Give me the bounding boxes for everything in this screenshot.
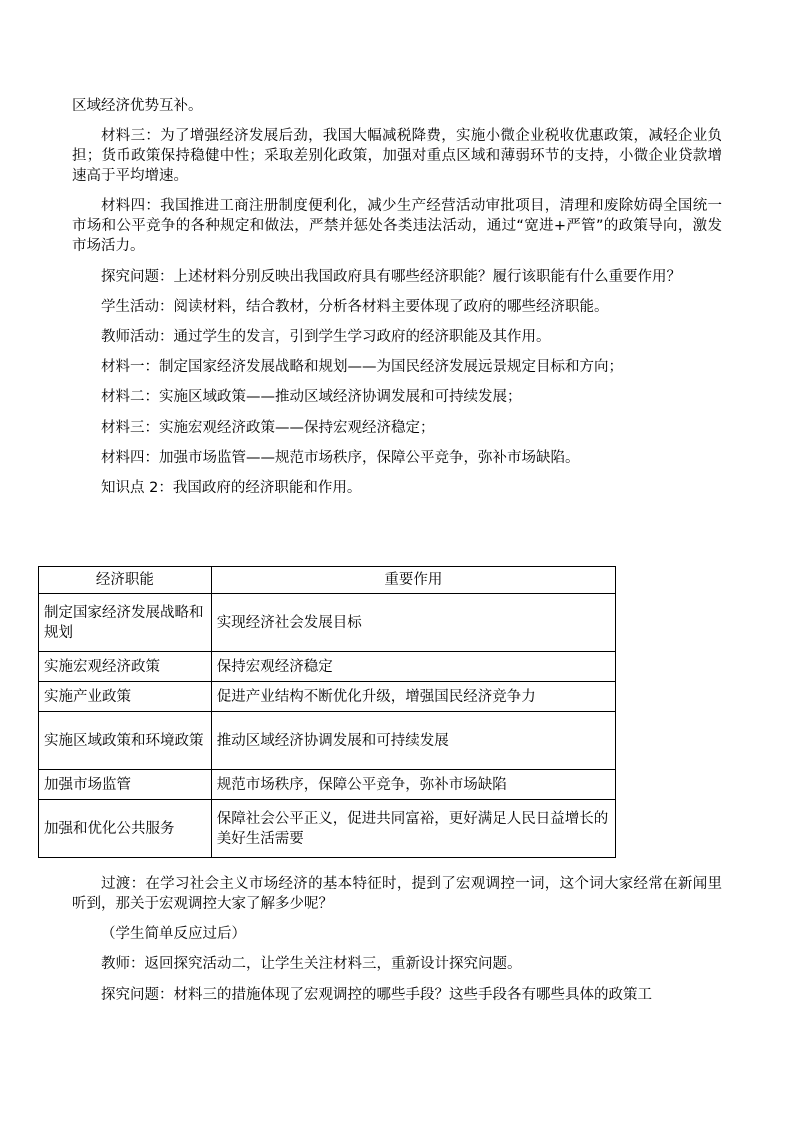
document-page: [72, 96, 722, 504]
paragraph-teacher-instruction: 教师：返回探究活动二，让学生关注材料三，重新设计探究问题。: [101, 956, 522, 973]
paragraph-continuation: 区域经济优势互补。: [72, 98, 203, 114]
table-header-function: 经济职能: [39, 567, 212, 594]
table-row: [39, 652, 616, 682]
paragraph-answer-4: 材料四：加强市场监管——规范市场秩序，保障公平竞争，弥补市场缺陷。: [101, 449, 580, 466]
paragraph-answer-1: 材料一：制定国家经济发展战略和规划——为国民经济发展远景规定目标和方向；: [101, 359, 623, 376]
table-cell-role: 促进产业结构不断优化升级，增强国民经济竞争力: [211, 682, 615, 712]
table-cell-function: 加强和优化公共服务: [39, 800, 212, 858]
paragraph-inquiry-question: 探究问题：上述材料分别反映出我国政府具有哪些经济职能？履行该职能有什么重要作用？: [101, 268, 681, 285]
paragraph-teacher-activity: 教师活动：通过学生的发言，引到学生学习政府的经济职能及其作用。: [101, 328, 551, 345]
table-cell-role: 保持宏观经济稳定: [211, 652, 615, 682]
paragraph-answer-3: 材料三：实施宏观经济政策——保持宏观经济稳定；: [101, 419, 435, 436]
paragraph-answer-2: 材料二：实施区域政策——推动区域经济协调发展和可持续发展；: [101, 389, 522, 406]
table-cell-function: 加强市场监管: [39, 770, 212, 800]
table-cell-function: 实施产业政策: [39, 682, 212, 712]
table-header-row: [39, 567, 616, 594]
table-cell-function: 实施宏观经济政策: [39, 652, 212, 682]
table-cell-role: 推动区域经济协调发展和可持续发展: [211, 712, 615, 770]
table-cell-function: 实施区域政策和环境政策: [39, 712, 212, 770]
table-header-role: 重要作用: [211, 567, 615, 594]
paragraph-knowledge-point: 知识点 2：我国政府的经济职能和作用。: [101, 479, 362, 496]
paragraph-inquiry-question-2: 探究问题：材料三的措施体现了宏观调控的哪些手段？这些手段各有哪些具体的政策工: [101, 986, 652, 1003]
table-cell-role: 规范市场秩序，保障公平竞争，弥补市场缺陷: [211, 770, 615, 800]
document-page-lower: [72, 874, 722, 1015]
paragraph-material-4: 材料四：我国推进工商注册制度便利化，减少生产经营活动审批项目，清理和废除妨碍全国统一市场和公平竞争的各种规定和做法，严禁并惩处各类违法活动，通过“宽进+严管”的政策导向，激发市场活力。: [72, 198, 722, 255]
table-row: [39, 712, 616, 770]
table-cell-role: 保障社会公平正义，促进共同富裕，更好满足人民日益增长的美好生活需要: [211, 800, 615, 858]
paragraph-student-activity: 学生活动：阅读材料，结合教材，分析各材料主要体现了政府的哪些经济职能。: [101, 298, 609, 315]
table-row: [39, 770, 616, 800]
paragraph-transition: 过渡：在学习社会主义市场经济的基本特征时，提到了宏观调控一词，这个词大家经常在新闻里听到，那关于宏观调控大家了解多少呢？: [72, 876, 722, 912]
table-cell-function: 制定国家经济发展战略和规划: [39, 594, 212, 652]
table-row: [39, 682, 616, 712]
table-cell-role: 实现经济社会发展目标: [211, 594, 615, 652]
paragraph-material-3: 材料三：为了增强经济发展后劲，我国大幅减税降费，实施小微企业税收优惠政策，减轻企业负担；货币政策保持稳健中性；采取差别化政策，加强对重点区域和薄弱环节的支持，小微企业贷款增速高于平均增速。: [72, 128, 722, 185]
functions-table: [38, 566, 616, 858]
table-row: [39, 800, 616, 858]
table-row: [39, 594, 616, 652]
paragraph-student-reaction: （学生简单反应过后）: [101, 926, 246, 943]
